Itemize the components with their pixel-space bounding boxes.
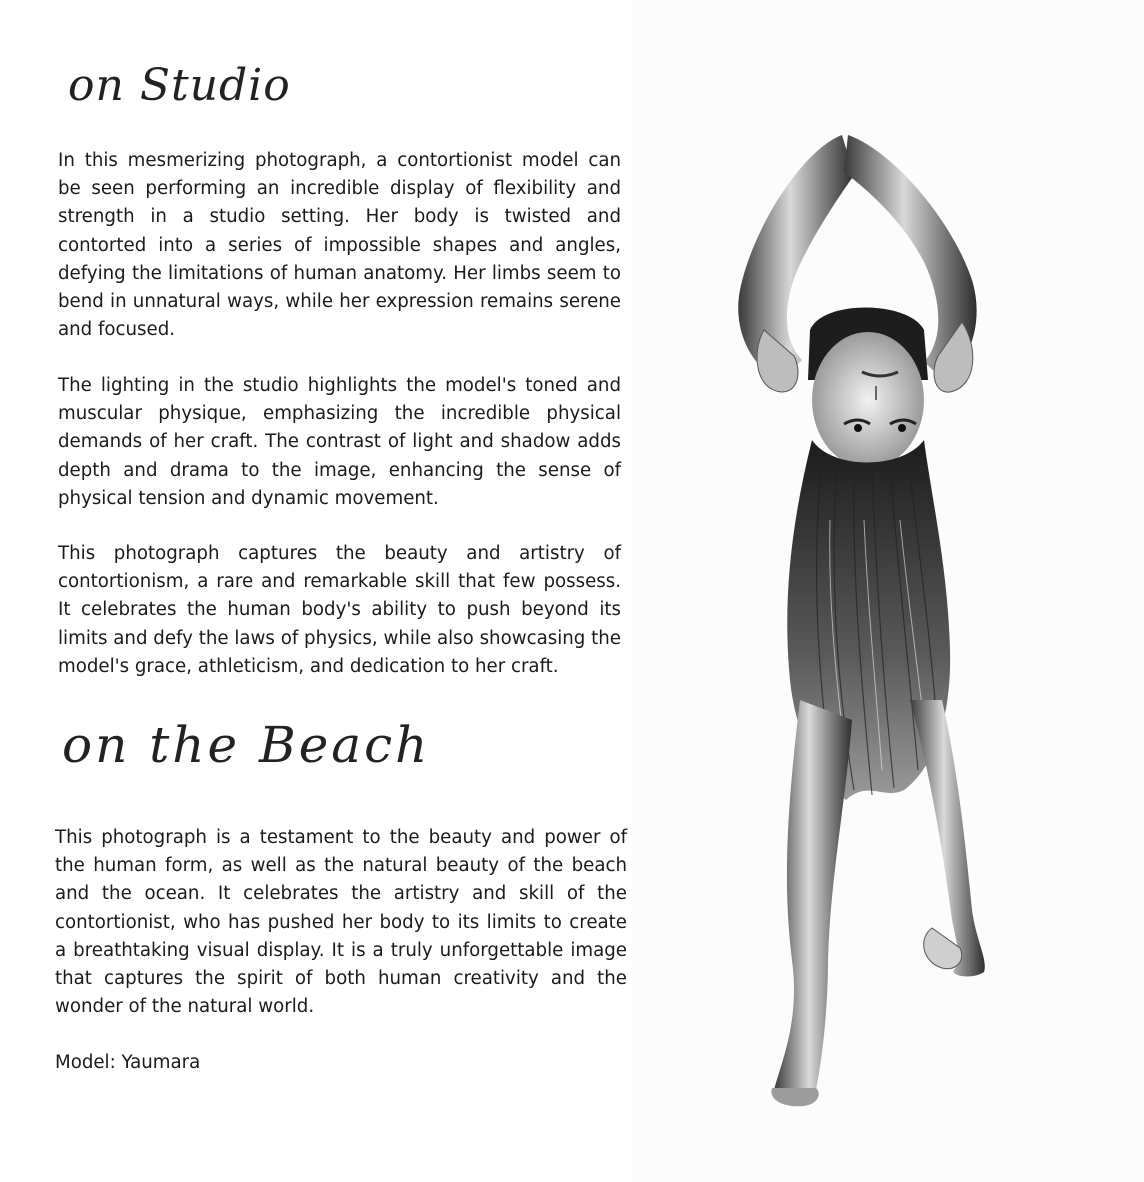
model-credit: Model: Yaumara bbox=[55, 1052, 201, 1073]
studio-paragraph-3: This photograph captures the beauty and artistry of contortionism, a rare and remarkable skill that few possess. It celebrates the human body's ability to push beyond its limits and defy the laws of physics, while also showcasing the model's grace, athleticism, and dedication to her craft. bbox=[58, 543, 621, 677]
studio-paragraph-1: In this mesmerizing photograph, a contortionist model can be seen performing an incredible display of flexibility and strength in a studio setting. Her body is twisted and contorted into a series of impossible shapes and angles, defying the limitations of human anatomy. Her limbs seem to bend in unnatural ways, while her expression remains serene and focused. bbox=[58, 150, 621, 341]
section-heading-beach: on the Beach bbox=[62, 716, 431, 774]
contortionist-photo bbox=[632, 0, 1144, 1182]
section-heading-studio: on Studio bbox=[68, 60, 291, 111]
beach-paragraph-1: This photograph is a testament to the beauty and power of the human form, as well as the natural beauty of the beach and the ocean. It celebrates the artistry and skill of the contortionist, who has pushed her body to its limits to create a breathtaking visual display. It is a truly unforgettable image that captures the spirit of both human creativity and the wonder of the natural world. bbox=[55, 827, 627, 1018]
studio-paragraph-2: The lighting in the studio highlights the model's toned and muscular physique, emphasizing the incredible physical demands of her craft. The contrast of light and shadow adds depth and drama to the image, enhancing the sense of physical tension and dynamic movement. bbox=[58, 375, 621, 509]
